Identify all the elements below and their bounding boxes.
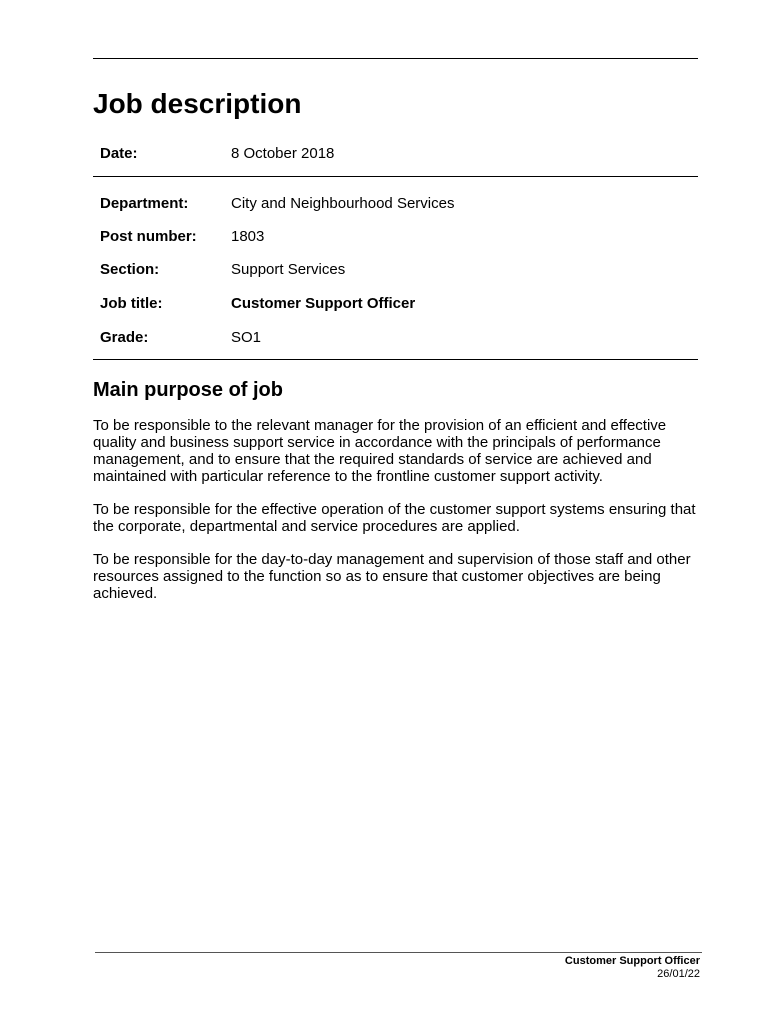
purpose-paragraph: To be responsible for the effective operation of the customer support systems ensuring that the corporate, departmental and service procedures are applied.: [93, 501, 696, 535]
grade-value: SO1: [231, 329, 262, 346]
job-title-label: Job title:: [100, 295, 163, 312]
section-label: Section:: [100, 261, 160, 278]
post-number-label: Post number:: [100, 228, 197, 245]
section-value: Support Services: [231, 261, 346, 278]
purpose-paragraph: To be responsible for the day-to-day management and supervision of those staff and other resources assigned to the function so as to ensure that customer objectives are being achieved.: [93, 551, 691, 602]
grade-label: Grade:: [100, 329, 149, 346]
purpose-paragraph: To be responsible to the relevant manager for the provision of an efficient and effective quality and business support service in accordance with the principals of performance management, and to ensure that the required standards of service are achieved and maintained with particular reference to the frontline customer support activity.: [93, 417, 667, 485]
footer-divider: [95, 952, 702, 953]
department-value: City and Neighbourhood Services: [231, 195, 455, 212]
top-divider: [93, 58, 698, 59]
main-purpose-heading: Main purpose of job: [93, 379, 283, 401]
page-footer: [565, 955, 700, 981]
page-title: Job description: [93, 88, 302, 119]
header-divider: [93, 176, 698, 177]
post-number-value: 1803: [231, 228, 265, 245]
footer-title: Customer Support Officer: [564, 955, 700, 967]
department-label: Department:: [100, 195, 189, 212]
date-label: Date:: [100, 145, 138, 162]
fields-divider: [93, 359, 698, 360]
main-purpose-body: [93, 417, 698, 618]
footer-date: 26/01/22: [657, 968, 700, 980]
job-title-value: Customer Support Officer: [231, 295, 416, 312]
date-value: 8 October 2018: [231, 145, 335, 162]
